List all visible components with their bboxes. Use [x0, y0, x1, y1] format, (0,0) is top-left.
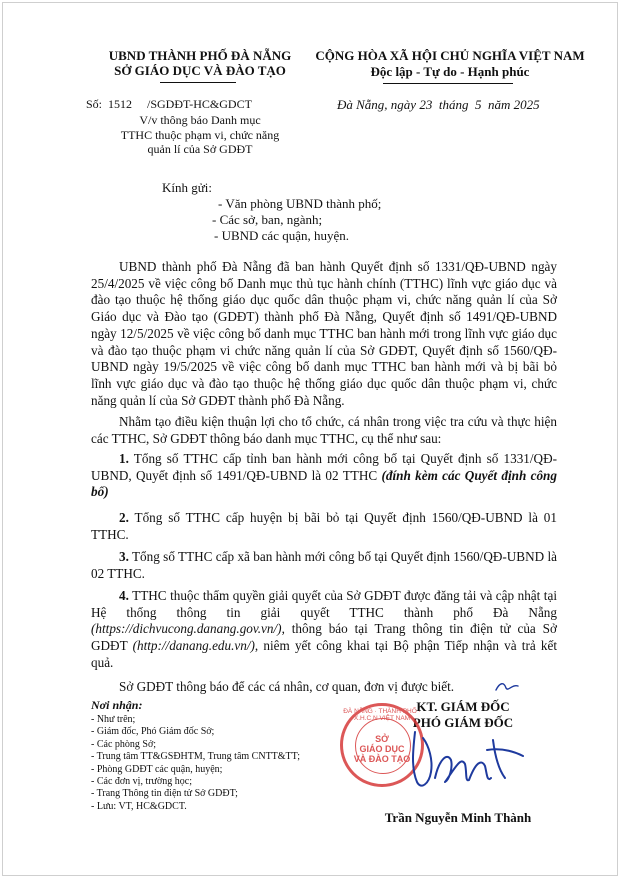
item-text: , thông báo tại Trang thông tin điện tử của Sở GDĐT — [91, 621, 557, 654]
subject-line: quản lí của Sở GDĐT — [147, 142, 253, 156]
item-text: , niêm yết công khai tại Bộ phận Tiếp nhận và trả kết quả. — [91, 638, 557, 670]
item-text: Tổng số TTHC cấp tỉnh ban hành mới công bố tại Quyết định số 1331/QĐ-UBND, Quyết định số 1491/QĐ-UBND là 02 TTHC — [91, 451, 557, 483]
closing-sentence: Sở GDĐT thông báo để các cá nhân, cơ quan, đơn vị được biết. — [119, 679, 455, 694]
item-text: Tổng số TTHC cấp huyện bị bãi bỏ tại Quyết định 1560/QĐ-UBND là 01 TTHC. — [91, 510, 557, 542]
motto-underline — [383, 83, 513, 84]
list-item: - Các phòng Sở; — [91, 738, 157, 750]
doc-subject — [90, 113, 310, 157]
list-item: - Trung tâm TT&GSĐHTM, Trung tâm CNTT&TT; — [91, 751, 301, 763]
org-line1: UBND THÀNH PHỐ ĐÀ NẴNG — [108, 48, 292, 63]
doc-number: Số: 1512 /SGDĐT-HC&GDCT — [86, 97, 252, 111]
item-number: 1. — [119, 451, 129, 466]
list-item-1 — [91, 451, 557, 501]
seal-line: GIÁO DỤC — [359, 744, 405, 754]
website-url: (http://danang.edu.vn/) — [132, 638, 255, 654]
list-item-3 — [91, 549, 557, 582]
list-item: - Lưu: VT, HC&GDCT. — [91, 800, 187, 812]
portal-url: (https://dichvucong.danang.gov.vn/) — [91, 621, 282, 637]
list-item: - Giám đốc, Phó Giám đốc Sở; — [91, 726, 215, 738]
org-line2: SỞ GIÁO DỤC VÀ ĐÀO TẠO — [114, 63, 286, 78]
recipient-item: - Văn phòng UBND thành phố; — [218, 196, 382, 211]
recipients-list — [91, 714, 351, 813]
list-item-2 — [91, 510, 557, 543]
list-item: - Như trên; — [91, 714, 136, 725]
signature-title: KT. GIÁM ĐỐC — [416, 699, 510, 714]
body-paragraph-1: UBND thành phố Đà Nẵng đã ban hành Quyết định số 1331/QĐ-UBND ngày 25/4/2025 về việc công bố Danh mục thủ tục hành chính (TTHC) lĩnh vực giáo dục và đào tạo thuộc hệ thống giáo dục quốc dân thuộc phạm vi, chức năng quản lí của Sở Giáo dục và Đào tạo (GDĐT) thành phố Đà Nẵng, Quyết định số 1491/QĐ-UBND ngày 12/5/2025 về việc công bố danh mục TTHC ban hành mới trong lĩnh vực giáo dục và đào tạo thuộc phạm vi chức năng quản lí của Sở GDĐT, Quyết định số 1560/QĐ-UBND ngày 19/5/2025 về việc công bố danh mục TTHC ban hành mới và bị bãi bỏ lĩnh vực giáo dục và đào tạo thuộc hệ thống giáo dục quốc dân thuộc phạm vi, chức năng quản lí của Sở GDĐT thành phố Đà Nẵng. — [91, 259, 557, 408]
item-number: 4. — [119, 588, 129, 603]
recipient-item: - Các sở, ban, ngành; — [212, 212, 323, 227]
list-item: - Các đơn vị, trường học; — [91, 776, 192, 788]
seal-line: SỞ — [375, 734, 389, 744]
recipient-item: - UBND các quận, huyện. — [214, 228, 350, 243]
item-text: Tổng số TTHC cấp xã ban hành mới công bố tại Quyết định 1560/QĐ-UBND là 02 TTHC. — [91, 549, 557, 581]
item-number: 2. — [119, 510, 129, 525]
item-text: TTHC thuộc thẩm quyền giải quyết của Sở GDĐT được đăng tải và cập nhật tại Hệ thống thông tin giải quyết TTHC thành phố Đà Nẵng — [91, 588, 557, 620]
list-item: - Trang Thông tin điện tử Sở GDĐT; — [91, 788, 238, 800]
signature-subtitle: PHÓ GIÁM ĐỐC — [412, 715, 514, 730]
list-item-4 — [91, 588, 557, 672]
initial-mark — [494, 680, 520, 694]
item-number: 3. — [119, 549, 129, 564]
recipients-list-label: Nơi nhận: — [91, 698, 143, 712]
seal-ring-text: ĐÀ NẴNG · THÀNH PHỐ · X.H.C.N VIỆT NAM — [343, 708, 421, 722]
motto: Độc lập - Tự do - Hạnh phúc — [370, 64, 530, 79]
subject-line: TTHC thuộc phạm vi, chức năng — [120, 127, 280, 142]
handwritten-signature — [395, 720, 535, 800]
seal-line: VÀ ĐÀO TẠO — [353, 754, 411, 764]
signer-name: Trần Nguyễn Minh Thành — [384, 810, 532, 825]
place-date: Đà Nẵng, ngày 23 tháng 5 năm 2025 — [337, 97, 540, 112]
list-item: - Phòng GDĐT các quận, huyện; — [91, 763, 223, 775]
item-note: (đính kèm các Quyết định công bố) — [91, 467, 557, 500]
recipients-label: Kính gửi: — [162, 180, 213, 195]
body-paragraph-2: Nhằm tạo điều kiện thuận lợi cho tổ chức, cá nhân trong việc tra cứu và thực hiện các TTHC, Sở GDĐT thông báo danh mục TTHC, cụ thể như sau: — [91, 414, 557, 446]
subject-line: V/v thông báo Danh mục — [139, 113, 261, 127]
nation-title: CỘNG HÒA XÃ HỘI CHỦ NGHĨA VIỆT NAM — [315, 48, 585, 63]
org-underline — [160, 82, 236, 83]
